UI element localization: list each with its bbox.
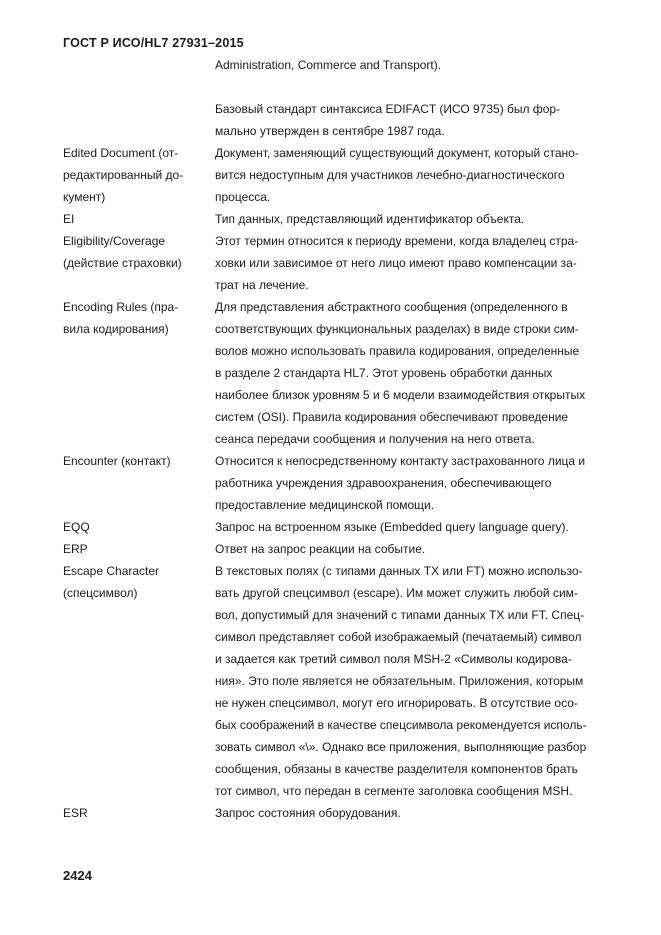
definition-line: ховки или зависимое от него лицо имеют право компенсации за-	[215, 256, 577, 270]
term-line: вила кодирования)	[63, 322, 169, 336]
term-cell	[63, 230, 215, 274]
definition-cell	[215, 560, 643, 802]
glossary-entry	[63, 560, 643, 802]
definition-line: вол, допустимый для значений с типами данных TX или FT. Спец-	[215, 608, 585, 622]
definition-line: волов можно использовать правила кодирования, определенные	[215, 344, 580, 358]
definition-line: В текстовых полях (с типами данных TX или FT) можно использо-	[215, 564, 583, 578]
definition-line: мально утвержден в сентябре 1987 года.	[215, 124, 445, 138]
term-line: Encoding Rules (пра-	[63, 300, 179, 314]
definition-line: работника учреждения здравоохранения, обеспечивающего	[215, 476, 552, 490]
definition-line: Этот термин относится к периоду времени, когда владелец стра-	[215, 234, 579, 248]
term-line: кумент)	[63, 190, 106, 204]
term-line: (действие страховки)	[63, 256, 182, 270]
term-line: редактированный до-	[63, 168, 184, 182]
definition-line: Для представления абстрактного сообщения (определенного в	[215, 300, 568, 314]
definition-line: символ представляет собой изображаемый (печатаемый) символ	[215, 630, 582, 644]
glossary-entry	[63, 54, 643, 76]
definition-cell	[215, 296, 643, 450]
definition-line: трат на лечение.	[215, 278, 309, 292]
definition-line: зовать символ «\». Однако все приложения, выполняющие разбор	[215, 740, 587, 754]
term-line: Encounter (контакт)	[63, 454, 171, 468]
standard-title-header: ГОСТ Р ИСО/HL7 27931–2015	[63, 36, 244, 50]
term-line: EQQ	[63, 520, 90, 534]
definition-line: Administration, Commerce and Transport).	[215, 58, 442, 72]
glossary-entry	[63, 450, 643, 516]
definition-line: систем (OSI). Правила кодирования обеспечивают проведение	[215, 410, 569, 424]
definition-cell	[215, 54, 643, 76]
definition-cell	[215, 142, 643, 208]
definition-line: Запрос на встроенном языке (Embedded query language query).	[215, 520, 569, 534]
definition-cell	[215, 516, 643, 538]
term-line: Edited Document (от-	[63, 146, 179, 160]
definition-line: наиболее близок уровням 5 и 6 модели взаимодействия открытых	[215, 388, 586, 402]
page-number: 2424	[63, 868, 92, 883]
glossary-entry	[63, 230, 643, 296]
term-line: ERP	[63, 542, 88, 556]
definition-line: Тип данных, представляющий идентификатор объекта.	[215, 212, 525, 226]
glossary-entry	[63, 516, 643, 538]
definition-line: соответствующих функциональных разделах) в виде строки сим-	[215, 322, 579, 336]
definition-line: сеанса передачи сообщения и получения на него ответа.	[215, 432, 535, 446]
term-cell	[63, 560, 215, 604]
term-cell	[63, 296, 215, 340]
definition-line: Документ, заменяющий существующий документ, который стано-	[215, 146, 579, 160]
definition-line: Относится к непосредственному контакту застрахованного лица и	[215, 454, 586, 468]
glossary-entry	[63, 802, 643, 824]
glossary-entry	[63, 142, 643, 208]
glossary-table	[63, 54, 643, 824]
term-cell	[63, 802, 215, 824]
glossary-entry	[63, 296, 643, 450]
term-cell	[63, 538, 215, 560]
definition-line: вится недоступным для участников лечебно-диагностического	[215, 168, 565, 182]
term-cell	[63, 450, 215, 472]
term-line: ESR	[63, 806, 88, 820]
definition-line: тот символ, что передан в сегменте заголовка сообщения MSH.	[215, 784, 573, 798]
definition-line: вать другой спецсимвол (escape). Им может служить любой сим-	[215, 586, 578, 600]
definition-cell	[215, 98, 643, 142]
definition-line: предоставление медицинской помощи.	[215, 498, 435, 512]
definition-cell	[215, 208, 643, 230]
definition-cell	[215, 230, 643, 296]
term-cell	[63, 142, 215, 208]
term-line: (спецсимвол)	[63, 586, 138, 600]
definition-line: бых соображений в качестве спецсимвола рекомендуется исполь-	[215, 718, 587, 732]
definition-cell	[215, 450, 643, 516]
term-line: Escape Character	[63, 564, 160, 578]
definition-line: Запрос состояния оборудования.	[215, 806, 401, 820]
definition-cell	[215, 802, 643, 824]
glossary-entry	[63, 98, 643, 142]
definition-line: ния». Это поле является не обязательным. Приложения, которым	[215, 674, 584, 688]
definition-line: процесса.	[215, 190, 271, 204]
definition-line: в разделе 2 стандарта HL7. Этот уровень обработки данных	[215, 366, 553, 380]
definition-line: и задается как третий символ поля MSH-2 «Символы кодирова-	[215, 652, 572, 666]
definition-line: сообщения, обязаны в качестве разделителя компонентов брать	[215, 762, 578, 776]
term-cell	[63, 516, 215, 538]
glossary-entry	[63, 538, 643, 560]
definition-line: Базовый стандарт синтаксиса EDIFACT (ИСО 9735) был фор-	[215, 102, 561, 116]
definition-line: не нужен спецсимвол, могут его игнорировать. В отсутствие осо-	[215, 696, 578, 710]
term-cell	[63, 208, 215, 230]
term-line: EI	[63, 212, 75, 226]
definition-line: Ответ на запрос реакции на событие.	[215, 542, 426, 556]
glossary-entry	[63, 208, 643, 230]
term-line: Eligibility/Coverage	[63, 234, 166, 248]
definition-cell	[215, 538, 643, 560]
